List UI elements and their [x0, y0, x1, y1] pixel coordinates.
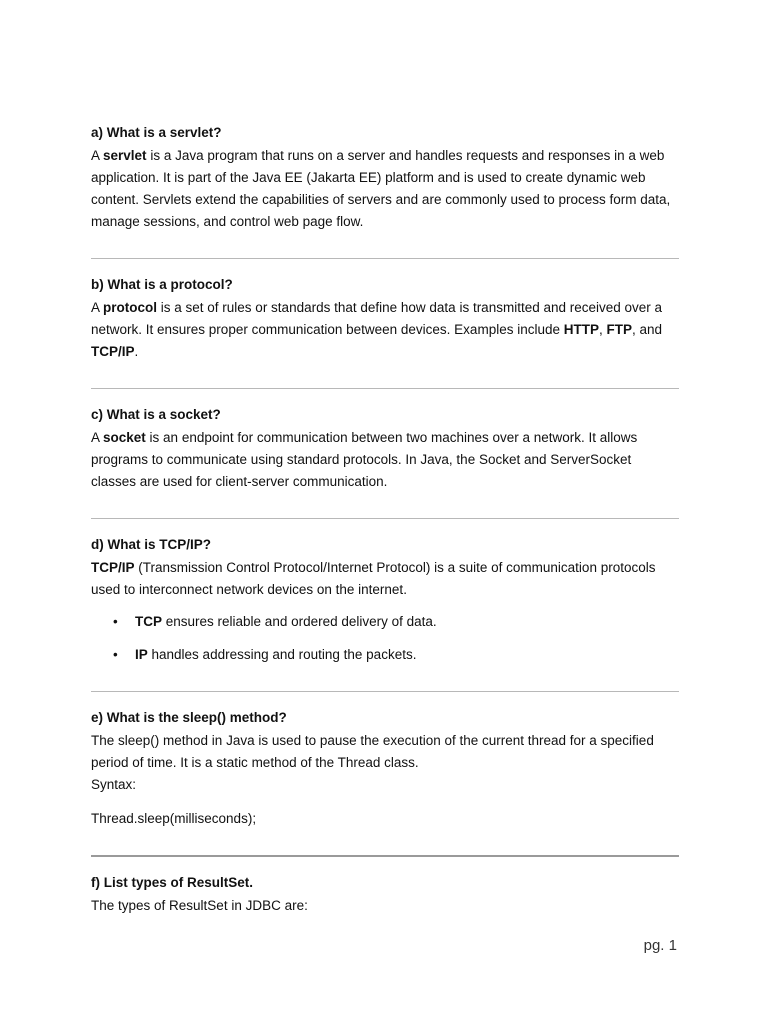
question-a-heading: a) What is a servlet?: [91, 125, 222, 140]
answer-d-paragraph: TCP/IP (Transmission Control Protocol/Internet Protocol) is a suite of communication protocols used to interconnect network devices on the internet.: [91, 560, 656, 597]
question-c-heading: c) What is a socket?: [91, 407, 221, 422]
term-protocol: protocol: [103, 300, 158, 315]
answer-a-paragraph: A servlet is a Java program that runs on a server and handles requests and responses in a web application. It is part of the Java EE (Jakarta EE) platform and is used to create dynamic web content. Servlets extend the capabilities of servers and are commonly used to process form data, manage sessions, and control web page flow.: [91, 148, 671, 229]
term-http: HTTP: [563, 322, 599, 337]
list-item: • TCP ensures reliable and ordered delivery of data.: [91, 611, 679, 633]
term-servlet: servlet: [103, 148, 147, 163]
code-snippet: Thread.sleep(milliseconds);: [91, 811, 257, 826]
bullet-icon: •: [113, 647, 118, 662]
list-item: • IP handles addressing and routing the packets.: [91, 644, 679, 666]
page-number: pg. 1: [643, 937, 677, 954]
answer-e-paragraph: The sleep() method in Java is used to pause the execution of the current thread for a specified period of time. It is a static method of the Thread class.: [91, 733, 654, 770]
syntax-label: Syntax:: [91, 777, 137, 792]
term-ftp: FTP: [606, 322, 633, 337]
question-b-heading: b) What is a protocol?: [91, 277, 233, 292]
question-d-heading: d) What is TCP/IP?: [91, 537, 211, 552]
term-tcpip: TCP/IP: [91, 344, 135, 359]
answer-c-paragraph: A socket is an endpoint for communication between two machines over a network. It allows programs to communicate using standard protocols. In Java, the Socket and ServerSocket classes are used for client-server communication.: [91, 430, 638, 489]
section-divider: [91, 691, 679, 692]
term-socket: socket: [103, 430, 146, 445]
question-e-heading: e) What is the sleep() method?: [91, 710, 287, 725]
bullet-icon: •: [113, 614, 118, 629]
answer-b-paragraph: A protocol is a set of rules or standards that define how data is transmitted and received over a network. It ensures proper communication between devices. Examples include HTTP, FTP, and TCP/IP.: [91, 300, 663, 359]
section-divider: [91, 388, 679, 389]
section-divider: [91, 258, 679, 259]
document-body: [91, 123, 679, 917]
question-f-heading: f) List types of ResultSet.: [91, 875, 254, 890]
section-divider: [91, 855, 679, 857]
section-divider: [91, 518, 679, 519]
bullet-list: [91, 611, 679, 666]
term-tcpip: TCP/IP: [91, 560, 135, 575]
answer-f-paragraph: The types of ResultSet in JDBC are:: [91, 898, 308, 913]
